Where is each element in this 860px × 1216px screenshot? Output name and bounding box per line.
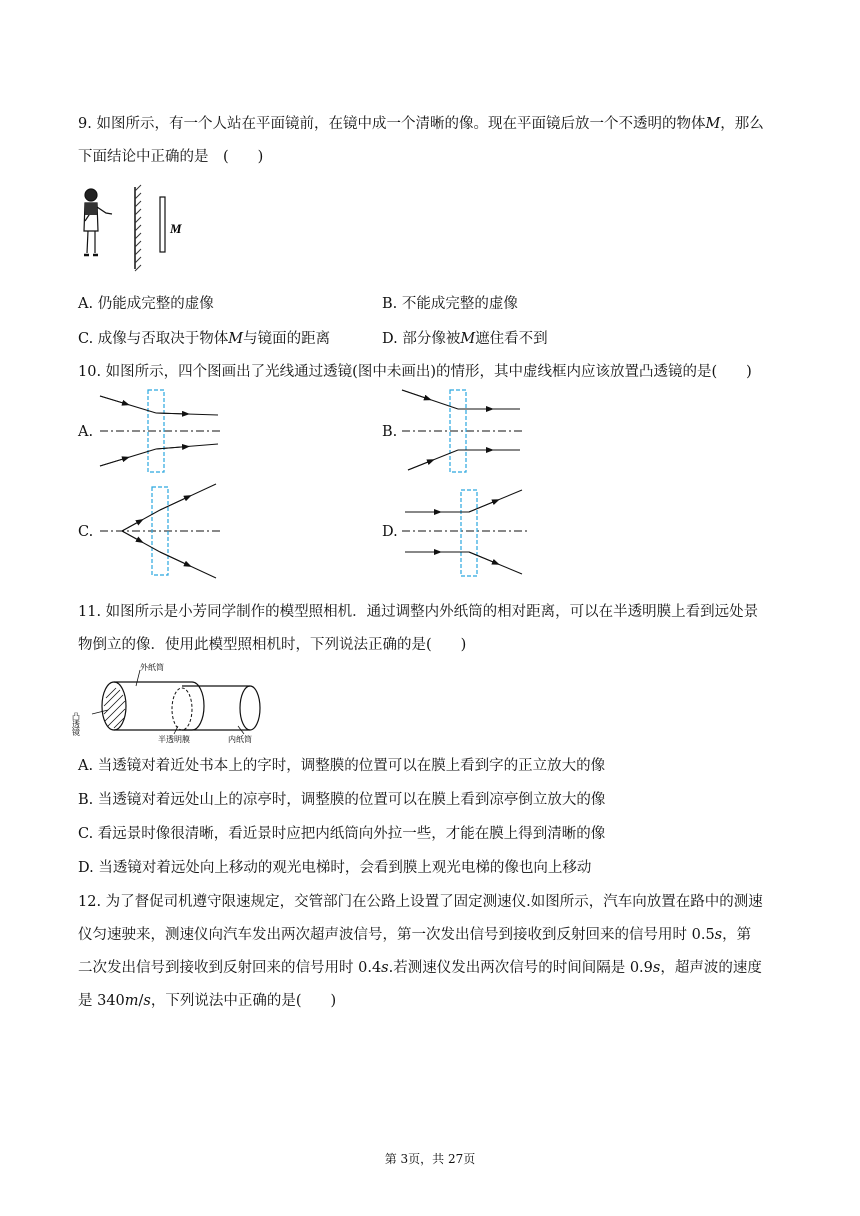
q10-figure-c [98,482,228,582]
object-m [160,197,165,252]
outer-tube-label: 外纸筒 [140,663,164,672]
lens-hatch [104,688,125,728]
q11-camera-figure [71,660,268,745]
q10-label-d: D. [382,524,398,540]
q10-label-a: A. [78,424,94,440]
q11-stem-line1: 11. 如图所示是小芳同学制作的模型照相机．通过调整内外纸筒的相对距离，可以在半透明膜上看到远处景 [78,604,759,620]
q11-option-d: D. 当透镜对着远处向上移动的观光电梯时，会看到膜上观光电梯的像也向上移动 [78,860,592,876]
page-footer: 第 3页，共 27页 [384,1152,476,1166]
lens-label: 凸透镜 [71,712,81,736]
plane-mirror [135,185,141,271]
q9-option-a: A. 仍能成完整的虚像 [78,296,214,312]
q11-option-a: A. 当透镜对着近处书本上的字时，调整膜的位置可以在膜上看到字的正立放大的像 [78,758,606,774]
q11-option-c: C. 看远景时像很清晰，看近景时应把内纸筒向外拉一些，才能在膜上得到清晰的像 [78,826,606,842]
object-m-label: M [170,221,182,236]
q9-stem-line2: 下面结论中正确的是 ( ) [78,149,264,165]
q10-label-c: C. [78,524,94,540]
q9-stem-line1: 9. 如图所示，有一个人站在平面镜前，在镜中成一个清晰的像。现在平面镜后放一个不透明的物体𝑀，那么 [78,116,764,132]
q11-stem-line2: 物倒立的像．使用此模型照相机时，下列说法正确的是( ) [78,637,467,653]
q9-option-c: C. 成像与否取决于物体𝑀与镜面的距离 [78,331,331,347]
q9-option-d: D. 部分像被𝑀遮住看不到 [382,331,548,347]
q12-stem-line1: 12. 为了督促司机遵守限速规定，交管部门在公路上设置了固定测速仪.如图所示，汽车向放置在路中的测速 [78,894,763,910]
q10-figure-a [98,388,228,478]
film-label: 半透明膜 [158,735,190,744]
q10-stem: 10. 如图所示，四个图画出了光线通过透镜(图中未画出)的情形，其中虚线框内应该放置凸透镜的是( ) [78,364,752,380]
q9-mirror-figure [80,185,200,275]
q12-stem-line4: 是 340𝑚/𝑠，下列说法中正确的是( ) [78,993,337,1009]
q12-stem-line3: 二次发出信号到接收到反射回来的信号用时 0.4𝑠.若测速仪发出两次信号的时间间隔是 0.9𝑠，超声波的速度 [78,960,762,976]
inner-tube-label: 内纸筒 [228,735,252,744]
q10-label-b: B. [382,424,398,440]
q11-option-b: B. 当透镜对着远处山上的凉亭时，调整膜的位置可以在膜上看到凉亭倒立放大的像 [78,792,606,808]
person-figure-icon [84,189,112,255]
q10-figure-d [400,482,535,582]
q10-figure-b [400,388,530,478]
q12-stem-line2: 仪匀速驶来，测速仪向汽车发出两次超声波信号，第一次发出信号到接收到反射回来的信号用时 0.5𝑠，第 [78,927,752,943]
q9-option-b: B. 不能成完整的虚像 [382,296,518,312]
